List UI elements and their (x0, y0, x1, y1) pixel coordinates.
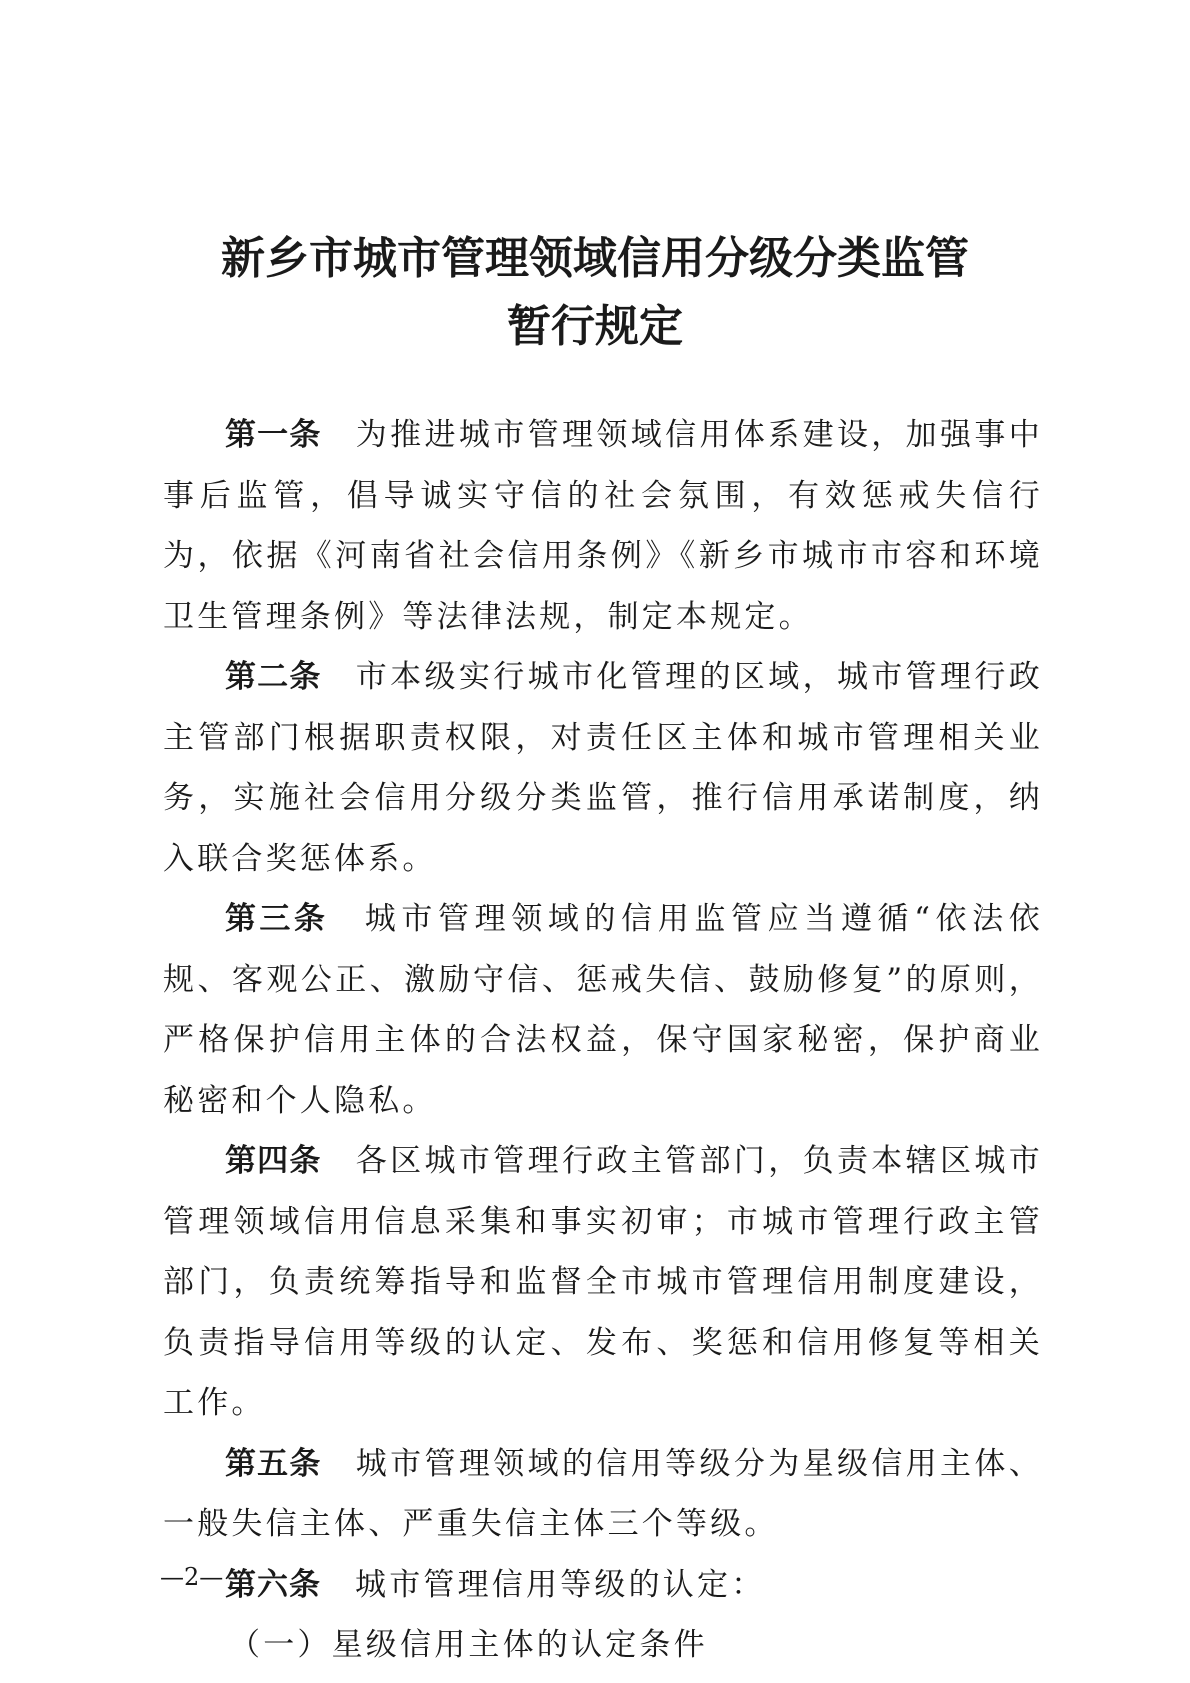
article-heading: 第四条 (225, 1143, 322, 1179)
article-1 (163, 405, 1043, 647)
article-heading: 第三条 (225, 901, 329, 937)
article-5 (163, 1434, 1043, 1555)
article-heading: 第二条 (225, 659, 322, 695)
article-text: 城市管理信用等级的认定： (355, 1566, 766, 1603)
article-3 (163, 889, 1043, 1131)
document-title-line2: 暂行规定 (507, 301, 683, 352)
article-heading: 第六条 (225, 1566, 321, 1603)
article-heading: 第五条 (225, 1445, 322, 1482)
article-text: 城市管理领域的信用等级分为星级信用主体、一般失信主体、严重失信主体三个等级。 (163, 1445, 1044, 1542)
article-heading: 第一条 (225, 417, 322, 453)
article-2 (163, 647, 1043, 889)
article-text: 各区城市管理行政主管部门，负责本辖区城市管理领域信用信息采集和事实初审；市城市管理行政主管部门，负责统筹指导和监督全市城市管理信用制度建设，负责指导信用等级的认定、发布、奖惩和信用修复等相关工作。 (163, 1143, 1044, 1421)
article-6 (163, 1555, 1043, 1616)
page-number: —2— (160, 1563, 224, 1591)
document-body (163, 405, 1043, 1676)
document-title-line1: 新乡市城市管理领域信用分级分类监管 (221, 233, 969, 284)
article-text: 为推进城市管理领域信用体系建设，加强事中事后监管，倡导诚实守信的社会氛围，有效惩戒失信行为，依据《河南省社会信用条例》《新乡市城市市容和环境卫生管理条例》等法律法规，制定本规定。 (163, 417, 1044, 635)
subsection-heading: （一）星级信用主体的认定条件 (229, 1627, 708, 1663)
article-4 (163, 1131, 1043, 1434)
article-text: 市本级实行城市化管理的区域，城市管理行政主管部门根据职责权限，对责任区主体和城市管理相关业务，实施社会信用分级分类监管，推行信用承诺制度，纳入联合奖惩体系。 (163, 659, 1044, 877)
article-text: 城市管理领域的信用监管应当遵循“依法依规、客观公正、激励守信、惩戒失信、鼓励修复”的原则，严格保护信用主体的合法权益，保守国家秘密，保护商业秘密和个人隐私。 (163, 901, 1043, 1119)
